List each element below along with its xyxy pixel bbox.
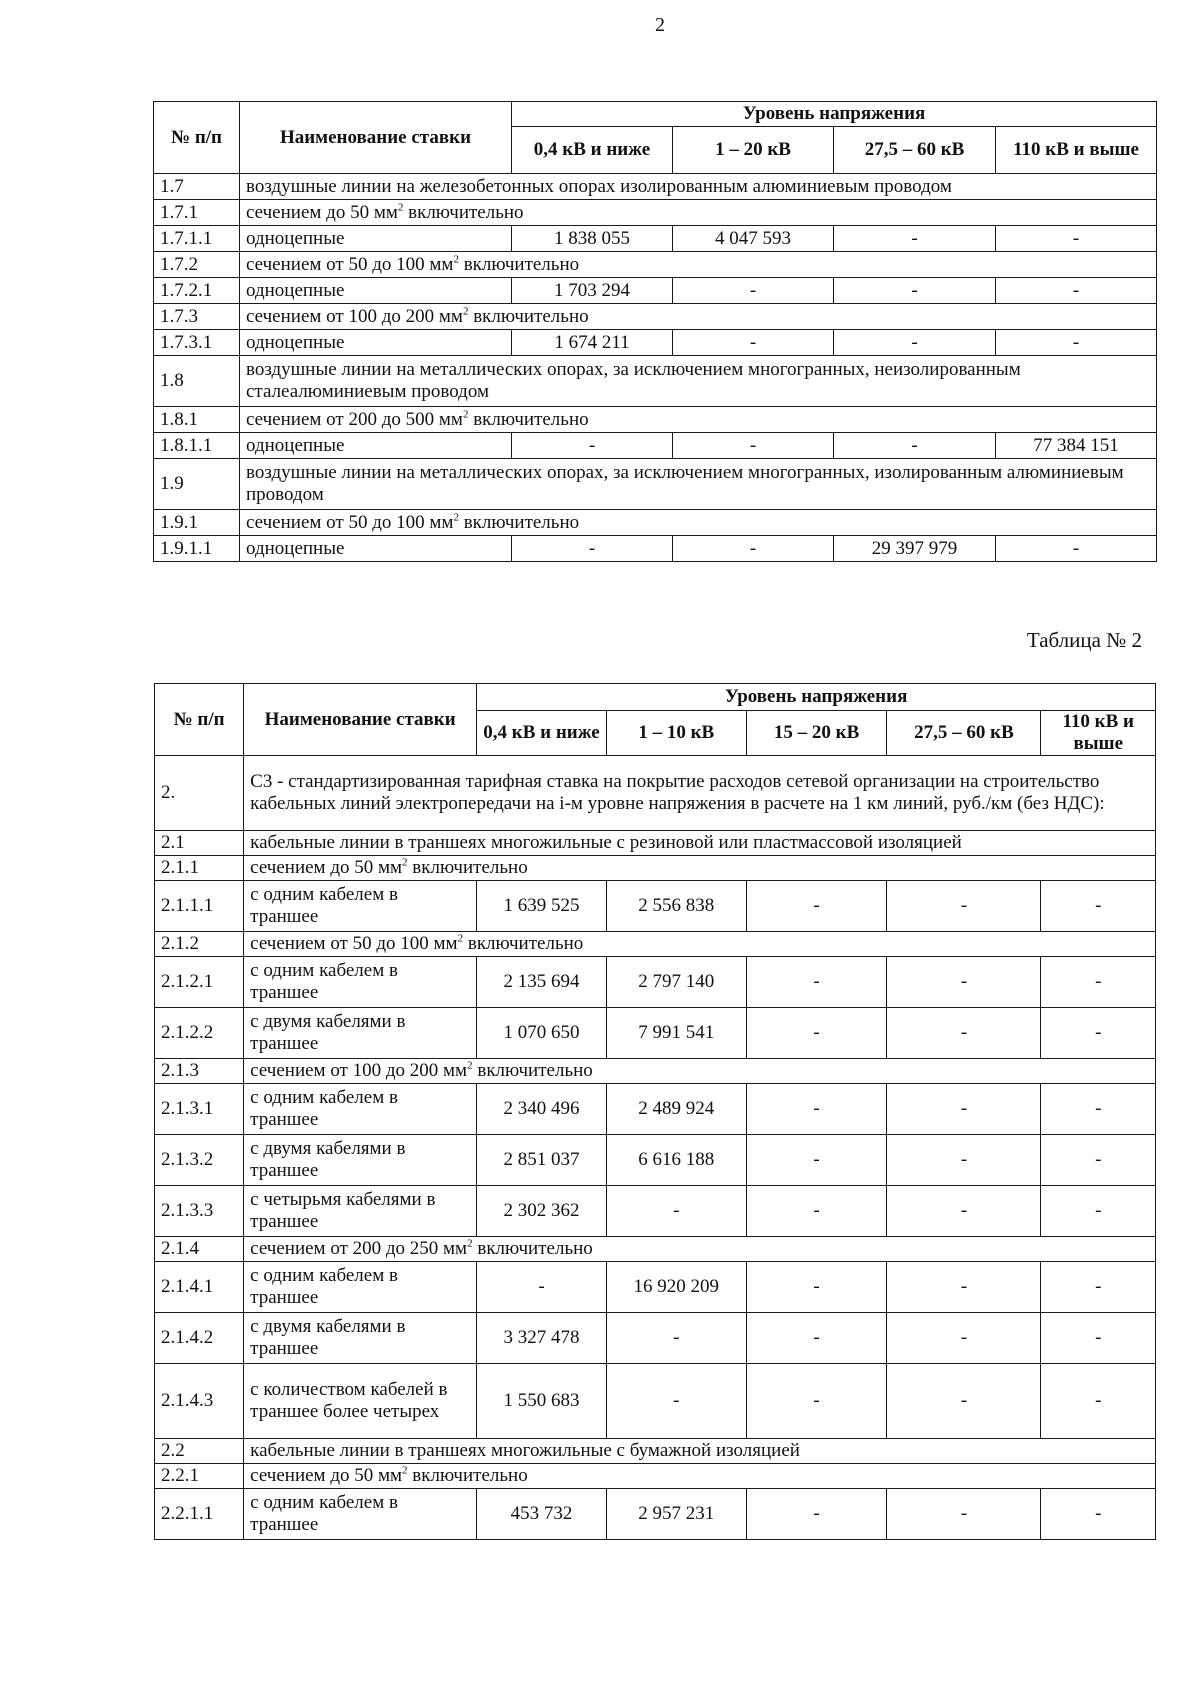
section-title xyxy=(244,932,1156,957)
rate-value: - xyxy=(834,330,996,356)
rate-value: - xyxy=(887,1364,1041,1439)
row-number: 1.8.1 xyxy=(154,407,240,433)
rate-value: - xyxy=(746,957,887,1008)
row-name: с одним кабелем в траншее xyxy=(244,1084,477,1135)
table-row xyxy=(155,1008,1156,1059)
page-number: 2 xyxy=(655,14,665,36)
rate-value: - xyxy=(887,1313,1041,1364)
row-name: одноцепные xyxy=(240,433,512,459)
table-row xyxy=(155,856,1156,881)
header-level-2: 15 – 20 кВ xyxy=(746,711,887,756)
section-title xyxy=(240,356,1157,407)
row-name: одноцепные xyxy=(240,536,512,562)
section-text: сечением от 200 до 250 мм xyxy=(250,1238,468,1259)
row-number: 1.8 xyxy=(154,356,240,407)
row-name: с одним кабелем в траншее xyxy=(244,1262,477,1313)
rate-value: 1 703 294 xyxy=(512,278,673,304)
section-title xyxy=(240,407,1157,433)
row-number: 1.8.1.1 xyxy=(154,433,240,459)
rate-value: - xyxy=(512,536,673,562)
rate-value: - xyxy=(887,1135,1041,1186)
rate-value: - xyxy=(996,226,1157,252)
superscript: 2 xyxy=(402,1464,408,1477)
rate-value: - xyxy=(1041,1084,1156,1135)
row-name: с одним кабелем в траншее xyxy=(244,1489,477,1540)
row-number: 2.1.2.1 xyxy=(155,957,244,1008)
row-name: с четырьмя кабелями в траншее xyxy=(244,1186,477,1237)
rate-value: 2 556 838 xyxy=(606,881,746,932)
section-title xyxy=(244,1464,1156,1489)
row-number: 1.9 xyxy=(154,459,240,510)
table2-body xyxy=(155,756,1156,1540)
row-name: одноцепные xyxy=(240,330,512,356)
row-name: с одним кабелем в траншее xyxy=(244,881,477,932)
row-name: одноцепные xyxy=(240,226,512,252)
superscript: 2 xyxy=(467,1059,473,1072)
section-text: воздушные линии на металлических опорах, за исключением многогранных, неизолированным сталеалюминиевым проводом xyxy=(246,359,1021,402)
table-row xyxy=(154,356,1157,407)
rate-value: 2 851 037 xyxy=(477,1135,607,1186)
rate-value: - xyxy=(746,1262,887,1313)
section-title xyxy=(240,304,1157,330)
rates-table-2 xyxy=(154,683,1156,1540)
header-level-4: 110 кВ и выше xyxy=(1041,711,1156,756)
section-title xyxy=(240,252,1157,278)
row-number: 2.1.4 xyxy=(155,1237,244,1262)
section-text: кабельные линии в траншеях многожильные с бумажной изоляцией xyxy=(250,1440,800,1461)
superscript: 2 xyxy=(453,511,459,524)
section-text: сечением до 50 мм xyxy=(250,857,403,878)
table-row xyxy=(154,304,1157,330)
table-row xyxy=(154,433,1157,459)
section-text: кабельные линии в траншеях многожильные с резиновой или пластмассовой изоляцией xyxy=(250,832,962,853)
rate-value: - xyxy=(887,881,1041,932)
rate-value: - xyxy=(1041,1186,1156,1237)
rate-value: - xyxy=(887,1489,1041,1540)
row-number: 2. xyxy=(155,756,244,831)
header-level-3: 27,5 – 60 кВ xyxy=(887,711,1041,756)
section-text: воздушные линии на металлических опорах, за исключением многогранных, изолированным алюминиевым проводом xyxy=(246,462,1124,505)
section-title xyxy=(244,756,1156,831)
superscript: 2 xyxy=(402,856,408,869)
rate-value: - xyxy=(1041,1262,1156,1313)
section-text: сечением от 50 до 100 мм xyxy=(250,933,458,954)
superscript: 2 xyxy=(397,201,404,214)
header-level-0: 0,4 кВ и ниже xyxy=(477,711,607,756)
row-name: с двумя кабелями в траншее xyxy=(244,1135,477,1186)
rate-value: - xyxy=(1041,881,1156,932)
rates-table-1 xyxy=(153,101,1157,562)
section-text-suffix: включительно xyxy=(407,857,528,878)
rate-value: 2 302 362 xyxy=(477,1186,607,1237)
superscript: 2 xyxy=(453,253,459,266)
rate-value: 1 838 055 xyxy=(512,226,673,252)
row-number: 2.1.1 xyxy=(155,856,244,881)
table-row xyxy=(155,1262,1156,1313)
row-name: одноцепные xyxy=(240,278,512,304)
row-number: 2.1.3.2 xyxy=(155,1135,244,1186)
rate-value: - xyxy=(477,1262,607,1313)
rate-value: - xyxy=(996,536,1157,562)
section-text: С3 - стандартизированная тарифная ставка на покрытие расходов сетевой организации на строительство кабельных линий электропередачи на i-м уровне напряжения в расчете на 1 км линий, руб./км (без НДС): xyxy=(250,771,1105,814)
rate-value: - xyxy=(1041,1135,1156,1186)
rate-value: 453 732 xyxy=(477,1489,607,1540)
rate-value: - xyxy=(887,1186,1041,1237)
section-text-suffix: включительно xyxy=(407,1465,528,1486)
rate-value: - xyxy=(673,278,834,304)
rate-value: 3 327 478 xyxy=(477,1313,607,1364)
section-text: сечением от 50 до 100 мм xyxy=(246,511,454,533)
rate-value: 2 489 924 xyxy=(606,1084,746,1135)
table-row xyxy=(154,226,1157,252)
row-number: 1.9.1 xyxy=(154,510,240,536)
row-number: 2.1.4.3 xyxy=(155,1364,244,1439)
row-number: 2.2.1 xyxy=(155,1464,244,1489)
table-row xyxy=(155,1439,1156,1464)
header-voltage-level: Уровень напряжения xyxy=(512,102,1157,127)
row-name: с одним кабелем в траншее xyxy=(244,957,477,1008)
rate-value: - xyxy=(1041,957,1156,1008)
header-voltage-level: Уровень напряжения xyxy=(477,684,1156,711)
row-number: 1.7.3.1 xyxy=(154,330,240,356)
superscript: 2 xyxy=(457,932,464,945)
rate-value: - xyxy=(673,536,834,562)
rate-value: - xyxy=(673,433,834,459)
rate-value: - xyxy=(887,1084,1041,1135)
rate-value: 2 135 694 xyxy=(477,957,607,1008)
section-text-suffix: включительно xyxy=(403,201,524,223)
section-text-suffix: включительно xyxy=(468,305,589,327)
section-text-suffix: включительно xyxy=(463,933,584,954)
superscript: 2 xyxy=(462,408,469,421)
rate-value: 4 047 593 xyxy=(673,226,834,252)
superscript: 2 xyxy=(467,1237,473,1250)
section-title xyxy=(240,174,1157,200)
rate-value: - xyxy=(606,1364,746,1439)
rate-value: - xyxy=(746,1186,887,1237)
rate-value: - xyxy=(834,433,996,459)
row-number: 2.1.3.1 xyxy=(155,1084,244,1135)
row-number: 2.1.4.2 xyxy=(155,1313,244,1364)
header-level-1: 1 – 10 кВ xyxy=(606,711,746,756)
rate-value: - xyxy=(1041,1313,1156,1364)
header-num: № п/п xyxy=(154,102,240,174)
table-row xyxy=(155,1364,1156,1439)
header-num: № п/п xyxy=(155,684,244,756)
rate-value: - xyxy=(673,330,834,356)
table-row xyxy=(155,1186,1156,1237)
table-row xyxy=(154,200,1157,226)
table-row xyxy=(155,831,1156,856)
rate-value: 2 957 231 xyxy=(606,1489,746,1540)
rate-value: 1 550 683 xyxy=(477,1364,607,1439)
table-row xyxy=(154,330,1157,356)
row-number: 2.2 xyxy=(155,1439,244,1464)
section-text: сечением от 100 до 200 мм xyxy=(246,305,463,327)
section-text-suffix: включительно xyxy=(472,1238,593,1259)
table2-caption: Таблица № 2 xyxy=(1026,628,1142,652)
rate-value: 16 920 209 xyxy=(606,1262,746,1313)
section-text: сечением от 200 до 500 мм xyxy=(246,408,463,430)
row-number: 2.1.2.2 xyxy=(155,1008,244,1059)
row-number: 1.7.1.1 xyxy=(154,226,240,252)
rate-value: - xyxy=(996,330,1157,356)
rate-value: - xyxy=(834,226,996,252)
rate-value: - xyxy=(746,1364,887,1439)
table-row xyxy=(155,756,1156,831)
header-level-1: 1 – 20 кВ xyxy=(673,127,834,174)
rate-value: - xyxy=(746,1489,887,1540)
section-text-suffix: включительно xyxy=(472,1060,593,1081)
rate-value: 7 991 541 xyxy=(606,1008,746,1059)
table-row xyxy=(155,1059,1156,1084)
section-title xyxy=(240,459,1157,510)
rate-value: - xyxy=(746,881,887,932)
table-row xyxy=(155,957,1156,1008)
table1-body xyxy=(154,174,1157,562)
superscript: 2 xyxy=(462,305,469,318)
section-text-suffix: включительно xyxy=(468,408,589,430)
row-number: 1.9.1.1 xyxy=(154,536,240,562)
row-number: 1.7.1 xyxy=(154,200,240,226)
section-title xyxy=(240,200,1157,226)
rate-value: 1 639 525 xyxy=(477,881,607,932)
table-row xyxy=(155,932,1156,957)
rate-value: - xyxy=(1041,1008,1156,1059)
table-row xyxy=(155,1084,1156,1135)
section-text-suffix: включительно xyxy=(458,511,580,533)
rate-value: 2 340 496 xyxy=(477,1084,607,1135)
rate-value: 77 384 151 xyxy=(996,433,1157,459)
row-number: 2.1.3 xyxy=(155,1059,244,1084)
rate-value: - xyxy=(746,1084,887,1135)
row-name: с количеством кабелей в траншее более четырех xyxy=(244,1364,477,1439)
row-number: 1.7 xyxy=(154,174,240,200)
table-row xyxy=(154,278,1157,304)
section-title xyxy=(244,1059,1156,1084)
row-number: 1.7.2 xyxy=(154,252,240,278)
section-title xyxy=(244,831,1156,856)
table-row xyxy=(154,536,1157,562)
row-number: 1.7.3 xyxy=(154,304,240,330)
row-number: 2.1.3.3 xyxy=(155,1186,244,1237)
header-level-0: 0,4 кВ и ниже xyxy=(512,127,673,174)
rate-value: 29 397 979 xyxy=(834,536,996,562)
table-row xyxy=(155,1489,1156,1540)
section-title xyxy=(244,856,1156,881)
header-name: Наименование ставки xyxy=(244,684,477,756)
rate-value: - xyxy=(606,1186,746,1237)
table-row xyxy=(155,1237,1156,1262)
section-title xyxy=(240,510,1157,536)
row-number: 2.1.1.1 xyxy=(155,881,244,932)
section-text: сечением от 50 до 100 мм xyxy=(246,253,454,275)
rate-value: - xyxy=(887,1008,1041,1059)
rate-value: - xyxy=(887,957,1041,1008)
header-level-3: 110 кВ и выше xyxy=(996,127,1157,174)
section-title xyxy=(244,1439,1156,1464)
section-text: сечением до 50 мм xyxy=(246,201,398,223)
section-title xyxy=(244,1237,1156,1262)
table-row xyxy=(155,881,1156,932)
rate-value: - xyxy=(606,1313,746,1364)
rate-value: - xyxy=(887,1262,1041,1313)
rate-value: 1 070 650 xyxy=(477,1008,607,1059)
table-row xyxy=(154,407,1157,433)
table-row xyxy=(155,1464,1156,1489)
table-row xyxy=(154,510,1157,536)
rate-value: - xyxy=(1041,1489,1156,1540)
row-number: 2.2.1.1 xyxy=(155,1489,244,1540)
table-row xyxy=(155,1135,1156,1186)
table-row xyxy=(154,459,1157,510)
row-number: 1.7.2.1 xyxy=(154,278,240,304)
row-name: с двумя кабелями в траншее xyxy=(244,1008,477,1059)
header-level-2: 27,5 – 60 кВ xyxy=(834,127,996,174)
section-text-suffix: включительно xyxy=(458,253,580,275)
rate-value: - xyxy=(1041,1364,1156,1439)
rate-value: - xyxy=(746,1008,887,1059)
table-row xyxy=(155,1313,1156,1364)
rate-value: - xyxy=(512,433,673,459)
row-number: 2.1.2 xyxy=(155,932,244,957)
row-number: 2.1 xyxy=(155,831,244,856)
table-row xyxy=(154,252,1157,278)
section-text: сечением от 100 до 200 мм xyxy=(250,1060,468,1081)
row-name: с двумя кабелями в траншее xyxy=(244,1313,477,1364)
rate-value: - xyxy=(996,278,1157,304)
rate-value: 1 674 211 xyxy=(512,330,673,356)
rate-value: - xyxy=(746,1313,887,1364)
header-name: Наименование ставки xyxy=(240,102,512,174)
rate-value: 6 616 188 xyxy=(606,1135,746,1186)
table-row xyxy=(154,174,1157,200)
section-text: воздушные линии на железобетонных опорах изолированным алюминиевым проводом xyxy=(246,175,952,197)
section-text: сечением до 50 мм xyxy=(250,1465,403,1486)
rate-value: 2 797 140 xyxy=(606,957,746,1008)
rate-value: - xyxy=(834,278,996,304)
row-number: 2.1.4.1 xyxy=(155,1262,244,1313)
rate-value: - xyxy=(746,1135,887,1186)
